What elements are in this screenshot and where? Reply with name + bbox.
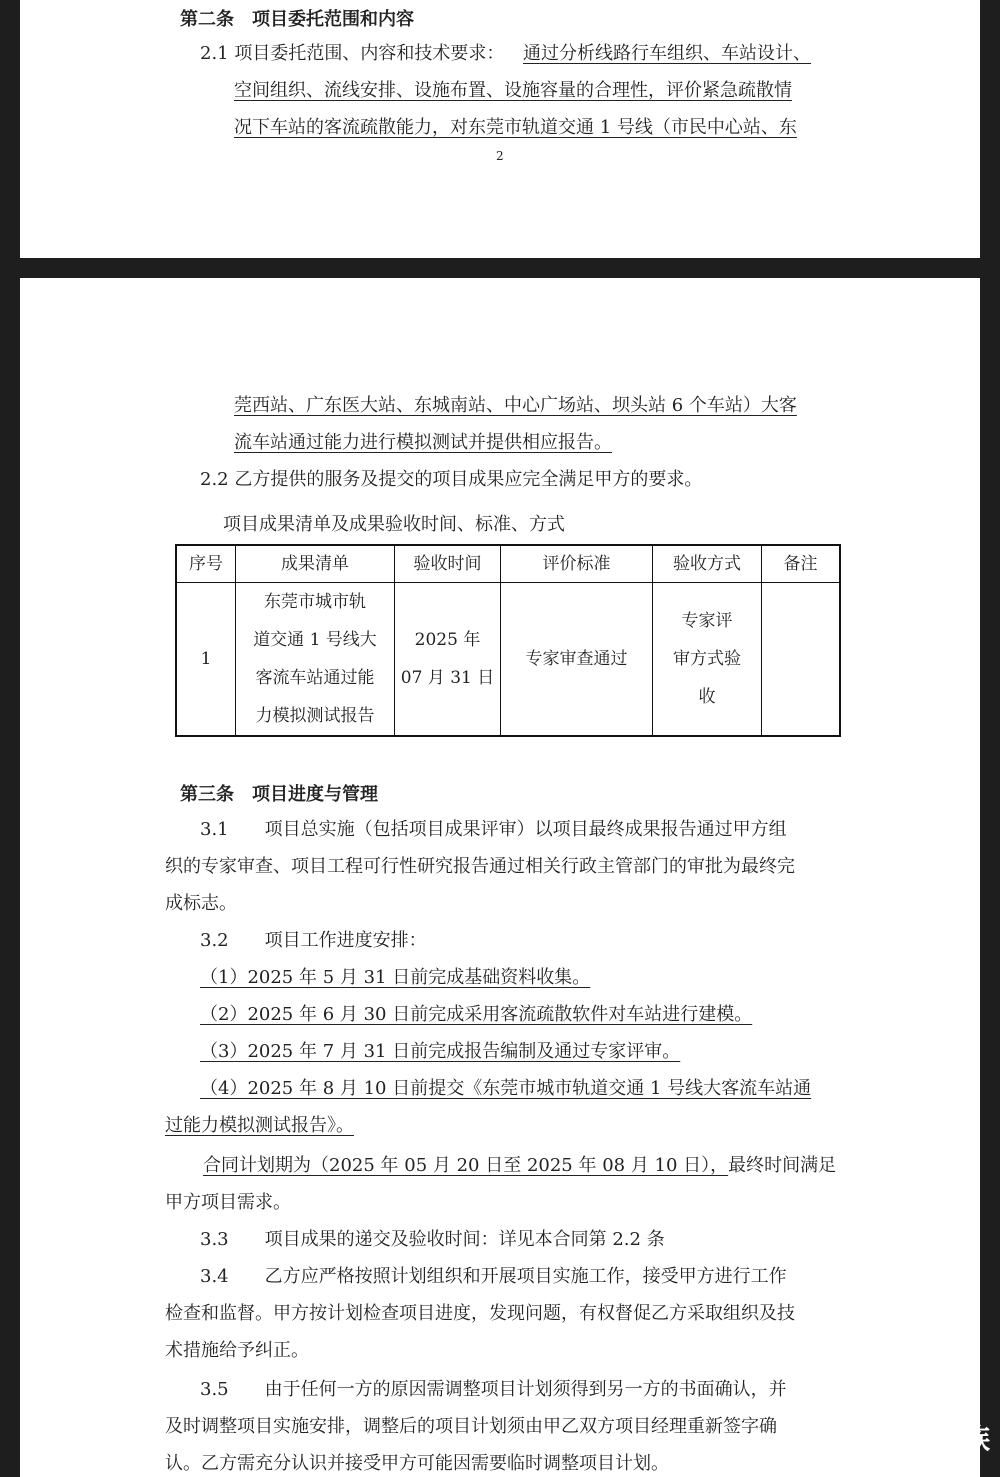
- schedule-item-1: （1）2025 年 5 月 31 日前完成基础资料收集。: [200, 967, 591, 988]
- deliverable-line: 东莞市城市轨: [264, 592, 366, 612]
- clause-3-4-line2: 检查和监督。甲方按计划检查项目进度，发现问题，有权督促乙方采取组织及技: [165, 1303, 795, 1324]
- cell-remark: [762, 583, 841, 737]
- header-deliverable: 成果清单: [236, 545, 395, 583]
- header-remark: 备注: [762, 545, 841, 583]
- contract-period-dates: 合同计划期为（2025 年 05 月 20 日至 2025 年 08 月 10 日），: [203, 1155, 729, 1176]
- section-heading-3: 第三条 项目进度与管理: [180, 784, 378, 805]
- clause-3-4-line1: 3.4 乙方应严格按照计划组织和开展项目实施工作，接受甲方进行工作: [200, 1266, 787, 1287]
- contract-period-rest: 最终时间满足: [728, 1155, 837, 1176]
- clause-3-3: 3.3 项目成果的递交及验收时间：详见本合同第 2.2 条: [200, 1229, 665, 1250]
- clause-2-1-line5: 流车站通过能力进行模拟测试并提供相应报告。: [234, 432, 612, 453]
- schedule-item-4-line2: 过能力模拟测试报告》。: [165, 1115, 354, 1136]
- table-row: [176, 583, 840, 737]
- cell-method: [653, 583, 762, 737]
- cell-index: 1: [176, 583, 236, 737]
- header-method: 验收方式: [653, 545, 762, 583]
- contract-period-line2: 甲方项目需求。: [165, 1192, 291, 1213]
- clause-2-1-line2: 空间组织、流线安排、设施布置、设施容量的合理性，评价紧急疏散情: [234, 80, 792, 101]
- method-line: 专家评: [681, 611, 733, 631]
- deliverable-line: 力模拟测试报告: [255, 706, 375, 726]
- clause-3-1-line3: 成标志。: [165, 893, 237, 914]
- clause-2-1-line3: 况下车站的客流疏散能力，对东莞市轨道交通 1 号线（市民中心站、东: [234, 117, 797, 138]
- clause-2-1-line4: 莞西站、广东医大站、东城南站、中心广场站、坝头站 6 个车站）大客: [234, 395, 797, 416]
- clause-3-5-line3: 认。乙方需充分认识并接受甲方可能因需要临时调整项目计划。: [165, 1453, 669, 1474]
- clause-3-5-line1: 3.5 由于任何一方的原因需调整项目计划须得到另一方的书面确认，并: [200, 1379, 787, 1400]
- deliverable-line: 客流车站通过能: [255, 668, 375, 688]
- header-index: 序号: [176, 545, 236, 583]
- schedule-item-2: （2）2025 年 6 月 30 日前完成采用客流疏散软件对车站进行建模。: [200, 1004, 753, 1025]
- page-number: 2: [496, 149, 504, 163]
- section-heading-2: 第二条 项目委托范围和内容: [180, 9, 414, 30]
- document-page-1: [20, 0, 980, 258]
- document-page-2: [20, 278, 980, 1477]
- watermark-title: 地铁e族: [887, 1422, 990, 1455]
- site-watermark: [887, 1423, 990, 1471]
- deliverable-line: 道交通 1 号线大: [253, 630, 377, 650]
- time-line: 2025 年: [414, 630, 481, 650]
- clause-2-2: 2.2 乙方提供的服务及提交的项目成果应完全满足甲方的要求。: [200, 469, 703, 490]
- time-line: 07 月 31 日: [400, 668, 495, 688]
- method-line: 收: [698, 687, 716, 707]
- table-header-row: [176, 545, 840, 583]
- contract-period: [203, 1154, 836, 1178]
- header-time: 验收时间: [395, 545, 501, 583]
- schedule-item-3: （3）2025 年 7 月 31 日前完成报告编制及通过专家评审。: [200, 1041, 681, 1062]
- clause-3-2: 3.2 项目工作进度安排：: [200, 930, 427, 951]
- cell-deliverable: [236, 583, 395, 737]
- clause-3-4-line3: 术措施给予纠正。: [165, 1340, 309, 1361]
- schedule-item-4-line1: （4）2025 年 8 月 10 日前提交《东莞市城市轨道交通 1 号线大客流车站通: [200, 1078, 812, 1099]
- clause-3-1-line1: 3.1 项目总实施（包括项目成果评审）以项目最终成果报告通过甲方组: [200, 819, 787, 840]
- cell-time: [395, 583, 501, 737]
- deliverables-table: [175, 544, 841, 737]
- clause-2-1-line1: 通过分析线路行车组织、车站设计、: [523, 43, 811, 64]
- clause-2-1-label: 2.1 项目委托范围、内容和技术要求：: [200, 43, 505, 64]
- table-caption: 项目成果清单及成果验收时间、标准、方式: [223, 514, 565, 535]
- cell-standard: 专家审查通过: [501, 583, 653, 737]
- clause-3-1-line2: 织的专家审查、项目工程可行性研究报告通过相关行政主管部门的审批为最终完: [165, 856, 795, 877]
- watermark-url: ditiee.com: [901, 1455, 976, 1471]
- clause-3-5-line2: 及时调整项目实施安排，调整后的项目计划须由甲乙双方项目经理重新签字确: [165, 1416, 777, 1437]
- method-line: 审方式验: [673, 649, 741, 669]
- header-standard: 评价标准: [501, 545, 653, 583]
